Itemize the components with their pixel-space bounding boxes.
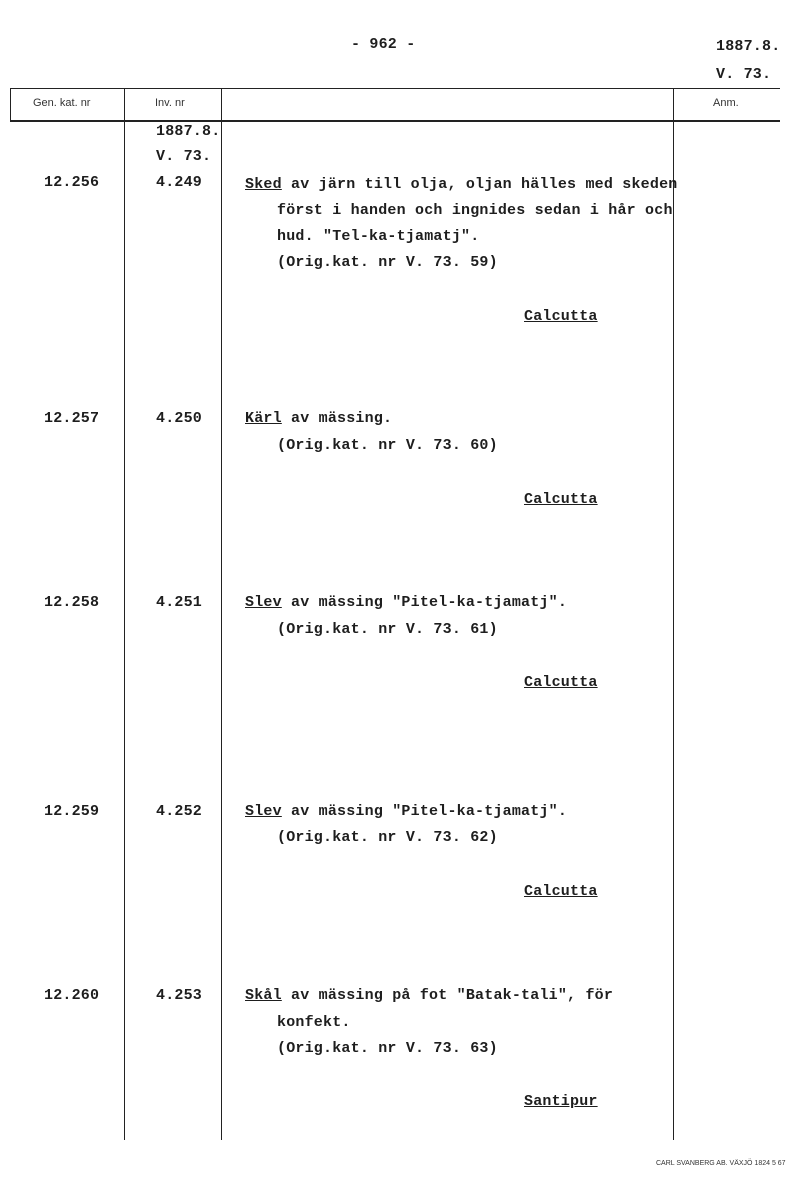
header-bottom-rule	[10, 120, 780, 122]
col-divider-desc-anm	[673, 88, 674, 1140]
inv-number: 4.253	[156, 987, 203, 1004]
description-text: av mässing.	[281, 410, 393, 427]
description-text: av mässing "Pitel-ka-tjamatj".	[281, 594, 568, 611]
place-of-origin: Calcutta	[524, 308, 598, 325]
orig-kat-reference: (Orig.kat. nr V. 73. 61)	[277, 621, 498, 638]
description-line	[245, 594, 567, 611]
accession-ref-year: 1887.8.	[716, 38, 781, 55]
header-inv-nr: Inv. nr	[155, 97, 185, 109]
description-line	[245, 410, 392, 427]
gen-kat-number: 12.257	[44, 410, 100, 427]
description-line	[245, 176, 677, 193]
place-of-origin: Santipur	[524, 1093, 598, 1110]
description-text: av mässing "Pitel-ka-tjamatj".	[281, 803, 568, 820]
description-line	[245, 803, 567, 820]
place-of-origin: Calcutta	[524, 674, 598, 691]
accession-ref-volume: V. 73.	[716, 66, 772, 83]
object-term: Kärl	[245, 410, 282, 427]
object-term: Slev	[245, 594, 282, 611]
place-of-origin: Calcutta	[524, 883, 598, 900]
inv-number: 4.251	[156, 594, 203, 611]
inv-number: 4.249	[156, 174, 203, 191]
gen-kat-number: 12.258	[44, 594, 100, 611]
object-term: Skål	[245, 987, 282, 1004]
place-of-origin: Calcutta	[524, 491, 598, 508]
orig-kat-reference: (Orig.kat. nr V. 73. 63)	[277, 1040, 498, 1057]
description-text: av mässing på fot "Batak-tali", för	[281, 987, 614, 1004]
description-text: av järn till olja, oljan hälles med skeden	[281, 176, 678, 193]
header-gen-kat-nr: Gen. kat. nr	[33, 97, 91, 109]
orig-kat-reference: (Orig.kat. nr V. 73. 60)	[277, 437, 498, 454]
col-divider-inv-desc	[221, 88, 222, 1140]
description-line: först i handen och ingnides sedan i hår och	[277, 202, 673, 219]
gen-kat-number: 12.259	[44, 803, 100, 820]
header-anm: Anm.	[713, 97, 739, 109]
inv-accession-year: 1887.8.	[156, 123, 221, 140]
inv-number: 4.252	[156, 803, 203, 820]
inv-number: 4.250	[156, 410, 203, 427]
gen-kat-number: 12.256	[44, 174, 100, 191]
printer-imprint: CARL SVANBERG AB. VÄXJÖ 1824 5 67	[656, 1160, 786, 1167]
gen-kat-number: 12.260	[44, 987, 100, 1004]
description-line: konfekt.	[277, 1014, 351, 1031]
table-top-rule	[10, 88, 780, 89]
inv-accession-volume: V. 73.	[156, 148, 212, 165]
table-left-border	[10, 88, 11, 122]
object-term: Slev	[245, 803, 282, 820]
col-divider-gen-inv	[124, 88, 125, 1140]
orig-kat-reference: (Orig.kat. nr V. 73. 59)	[277, 254, 498, 271]
description-line	[245, 987, 613, 1004]
description-line: hud. "Tel-ka-tjamatj".	[277, 228, 480, 245]
orig-kat-reference: (Orig.kat. nr V. 73. 62)	[277, 829, 498, 846]
page-number: - 962 -	[351, 36, 416, 53]
object-term: Sked	[245, 176, 282, 193]
